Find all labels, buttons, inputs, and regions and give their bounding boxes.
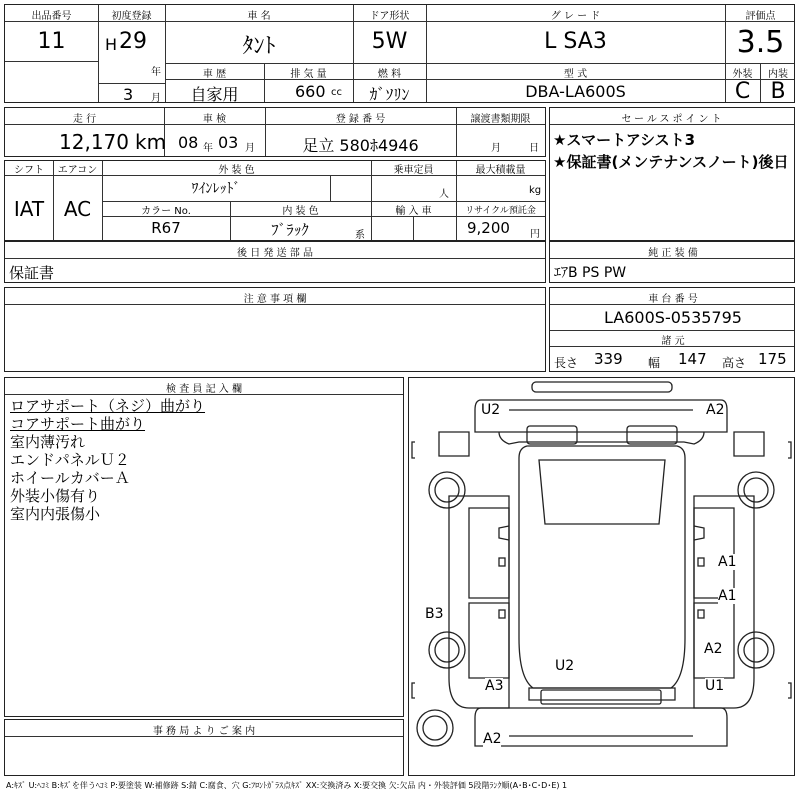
capacity-label: 乗車定員 [393,165,434,176]
capacity-unit: 人 [439,189,449,200]
plate-value: 足立 580ﾎ4946 [302,136,419,155]
width-value: 147 [678,350,707,368]
car-diagram [409,378,794,775]
displacement-value: 660 [295,82,326,101]
inspection-month-unit: 月 [245,143,255,154]
transfer-month: 月 [491,143,501,154]
inspector-label: 検 査 員 記 入 欄 [166,384,242,395]
length-label: 長さ [554,356,579,370]
transfer-label: 譲渡書類期限 [470,114,531,125]
inspection-year-unit: 年 [203,143,213,154]
mileage-unit: km [135,130,167,154]
month-value: 3 [123,85,134,104]
inspector-lines [10,397,205,523]
equipment-block [549,241,795,283]
history-value: 自家用 [190,85,239,104]
color-no-label: カラー No. [141,206,191,217]
inspection-month: 03 [218,133,239,152]
model-value: DBA-LA600S [525,82,626,101]
shift-value: IAT [13,197,45,221]
int-color-value: ﾌﾞﾗｯｸ [271,221,309,239]
recycle-unit: 円 [530,229,540,240]
model-label: 型 式 [563,69,588,80]
transfer-day: 日 [529,143,539,154]
legend-text: A:ｷｽﾞ U:ﾍｺﾐ B:ｷｽﾞを伴うﾍｺﾐ P:要塗装 W:補修跡 S:錆 C:腐食、穴 G:ﾌﾛﾝﾄｶﾞﾗｽ点ｷｽﾞ XX:交換済み X:要交換 欠:欠品 内・外装評価 5段階ﾗﾝｸ順(A･B･C･D･E) 1 [6,781,568,790]
sales-point-1: ★スマートアシスト3 [553,131,696,149]
inspector-line: 外装小傷有り [10,487,101,505]
inspector-block [4,377,404,717]
header-block [4,4,795,103]
sales-point-block [549,107,795,241]
exterior-label: 外装 [732,69,753,80]
color-no-value: R67 [151,219,181,237]
car-name: ﾀﾝﾄ [242,34,276,59]
office-label: 事 務 局 よ り ご 案 内 [152,726,256,737]
notes-label: 注 意 事 項 欄 [243,294,307,305]
damage-mark-front-left: U2 [481,402,501,418]
chassis-label: 車 台 番 号 [648,294,698,305]
displacement-label: 排 気 量 [290,69,327,80]
chassis-block [549,287,795,372]
interior-value: B [770,79,786,104]
door-label: ドア形状 [369,11,410,22]
inspector-line: エンドパネルＵ２ [10,451,130,469]
shift-label: シフト [14,165,44,176]
door-value: 5W [371,29,408,54]
mileage-block [4,107,546,157]
interior-label: 内装 [768,69,788,80]
damage-mark-rear-center: U2 [555,658,575,674]
later-parts-value: 保証書 [9,264,55,282]
mileage-value: 12,170 [59,130,129,154]
inspector-line: コアサポート曲がり [10,415,146,433]
lot-label: 出品番号 [31,11,72,22]
office-block [4,719,404,776]
load-unit: kg [529,185,542,196]
inspection-label: 車 検 [202,114,227,125]
grade-value: L SA3 [544,29,607,54]
recycle-label: リサイクル預託金 [465,206,536,216]
ext-color-label: 外 装 色 [218,165,255,176]
score-value: 3.5 [736,25,785,60]
mileage-label: 走 行 [72,114,97,125]
load-label: 最大積載量 [475,165,526,176]
era-prefix: H [105,35,118,54]
later-parts-block [4,241,546,283]
chassis-value: LA600S-0535795 [604,308,742,327]
inspector-line: 室内内張傷小 [10,505,101,523]
specs-label: 諸 元 [661,336,685,347]
damage-mark-front-right: A2 [706,402,725,418]
import-label: 輸 入 車 [395,206,432,217]
recycle-value: 9,200 [467,219,510,237]
grade-label: グ レ ー ド [550,11,601,22]
first-reg-label: 初度登録 [111,11,152,22]
later-parts-label: 後 日 発 送 部 品 [237,248,313,259]
damage-mark-left-rear-bumper: A3 [485,678,504,694]
month-unit: 月 [151,93,161,104]
score-label: 評価点 [745,11,776,22]
int-color-unit: 系 [355,230,365,241]
int-color-label: 内 装 色 [282,206,319,217]
length-value: 339 [594,350,623,368]
damage-mark-right-rear-wheel: A2 [704,641,723,657]
height-label: 高さ [722,356,747,370]
sales-point-2: ★保証書(メンテナンスノート)後日 [553,153,789,171]
damage-mark-rear-bumper: A2 [483,731,502,747]
equipment-label: 純 正 装 備 [648,248,698,259]
sales-label: セールスポイント [621,114,725,125]
lot-value: 11 [37,29,66,54]
inspection-year: 08 [178,133,199,152]
damage-mark-right-rear-door: A1 [718,588,737,604]
history-label: 車 歴 [202,69,227,80]
damage-mark-right-front-door: A1 [718,554,737,570]
ac-value: AC [63,197,92,221]
spec-block [4,160,546,241]
year-value: 29 [119,29,147,54]
car-name-label: 車 名 [247,11,271,22]
notes-block [4,287,546,372]
fuel-value: ｶﾞｿﾘﾝ [369,85,410,104]
inspector-line: 室内薄汚れ [10,433,86,451]
ext-color-value: ﾜｲﾝﾚｯﾄﾞ [191,181,241,197]
width-label: 幅 [648,356,661,370]
fuel-label: 燃 料 [377,69,402,80]
inspector-line: ロアサポート（ネジ）曲がり [10,397,206,415]
damage-mark-right-rear-bumper: U1 [705,678,725,694]
ac-label: エアコン [57,165,98,176]
displacement-unit: cc [331,87,342,98]
year-unit: 年 [151,67,161,78]
inspector-line: ホイールカバーＡ [10,469,130,487]
equipment-value: ｴｱB PS PW [554,265,627,281]
height-value: 175 [758,350,787,368]
plate-label: 登 録 番 号 [335,114,386,125]
damage-mark-left-rear: B3 [425,606,444,622]
car-diagram-block [408,377,795,776]
exterior-value: C [734,79,751,104]
